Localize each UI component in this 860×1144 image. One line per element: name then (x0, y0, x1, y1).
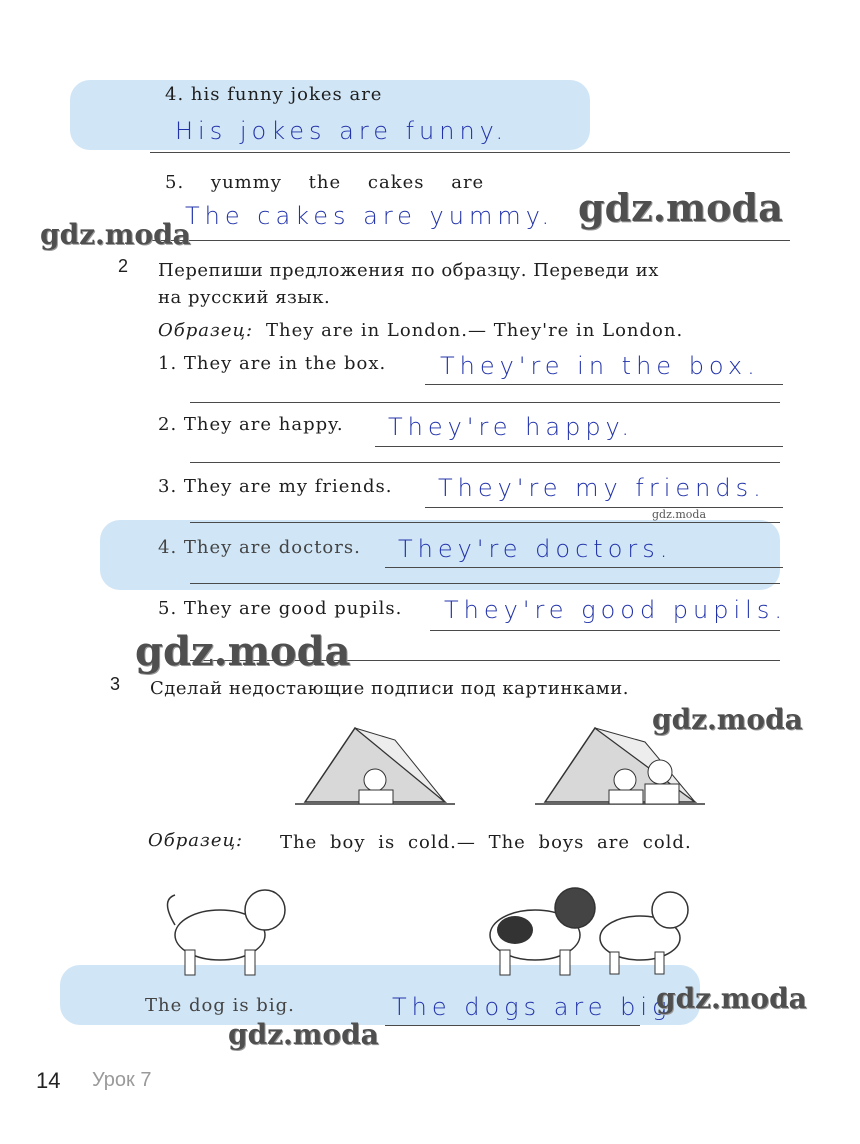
task2-item1-prompt: 1. They are in the box. (158, 353, 387, 374)
task3-sample-text: The boy is cold.— The boys are cold. (280, 832, 692, 853)
answer-line (385, 1025, 640, 1026)
task2-instruction-line1: Перепиши предложения по образцу. Переведи их (158, 260, 659, 281)
task2-sample-label: Образец: (158, 320, 254, 341)
answer-line (190, 402, 780, 403)
task2-item2-prompt: 2. They are happy. (158, 414, 344, 435)
item4-prompt: 4. his funny jokes are (165, 84, 383, 105)
task3-caption-left: The dog is big. (145, 995, 295, 1016)
answer-line (190, 462, 780, 463)
item5-answer: The cakes are yummy. (185, 202, 555, 230)
one-dog-illustration (160, 880, 300, 980)
task2-sample-text: They are in London.— They're in London. (266, 320, 684, 341)
task2-item5-prompt: 5. They are good pupils. (158, 598, 403, 619)
task2-number: 2 (118, 256, 129, 276)
watermark: gdz.moda (652, 703, 803, 736)
watermark: gdz.moda (228, 1018, 379, 1051)
task2-item3-prompt: 3. They are my friends. (158, 476, 393, 497)
page-number: 14 (36, 1068, 61, 1093)
item5-prompt: 5. yummy the cakes are (165, 172, 485, 193)
watermark-small: gdz.moda (652, 508, 707, 521)
answer-line (425, 507, 783, 508)
task3-number: 3 (110, 674, 121, 694)
answer-line (430, 630, 780, 631)
answer-line (425, 384, 783, 385)
task3-sample-label: Образец: (148, 830, 244, 851)
task2-item4-answer: They're doctors. (398, 535, 673, 563)
answer-line (150, 152, 790, 153)
answer-line (190, 583, 780, 584)
answer-line (150, 240, 790, 241)
item4-answer: His jokes are funny. (175, 117, 509, 145)
task2-item2-answer: They're happy. (388, 413, 634, 441)
answer-line (190, 522, 780, 523)
lesson-label: Урок 7 (92, 1069, 152, 1091)
task2-item4-prompt: 4. They are doctors. (158, 537, 361, 558)
watermark-large: gdz.moda (135, 628, 351, 675)
task3-instruction: Сделай недостающие подписи под картинками. (150, 678, 630, 699)
answer-line (375, 446, 783, 447)
task3-caption-right-answer: The dogs are big (392, 993, 672, 1021)
watermark: gdz.moda (40, 218, 191, 251)
tent-one-boy-illustration (295, 720, 455, 810)
two-dogs-illustration (465, 880, 695, 980)
watermark: gdz.moda (656, 982, 807, 1015)
watermark-large: gdz.moda (578, 185, 783, 230)
answer-line (385, 567, 783, 568)
task2-item1-answer: They're in the box. (440, 352, 760, 380)
task2-item3-answer: They're my friends. (438, 474, 766, 502)
task2-item5-answer: They're good pupils. (444, 596, 787, 624)
task2-instruction-line2: на русский язык. (158, 287, 331, 308)
